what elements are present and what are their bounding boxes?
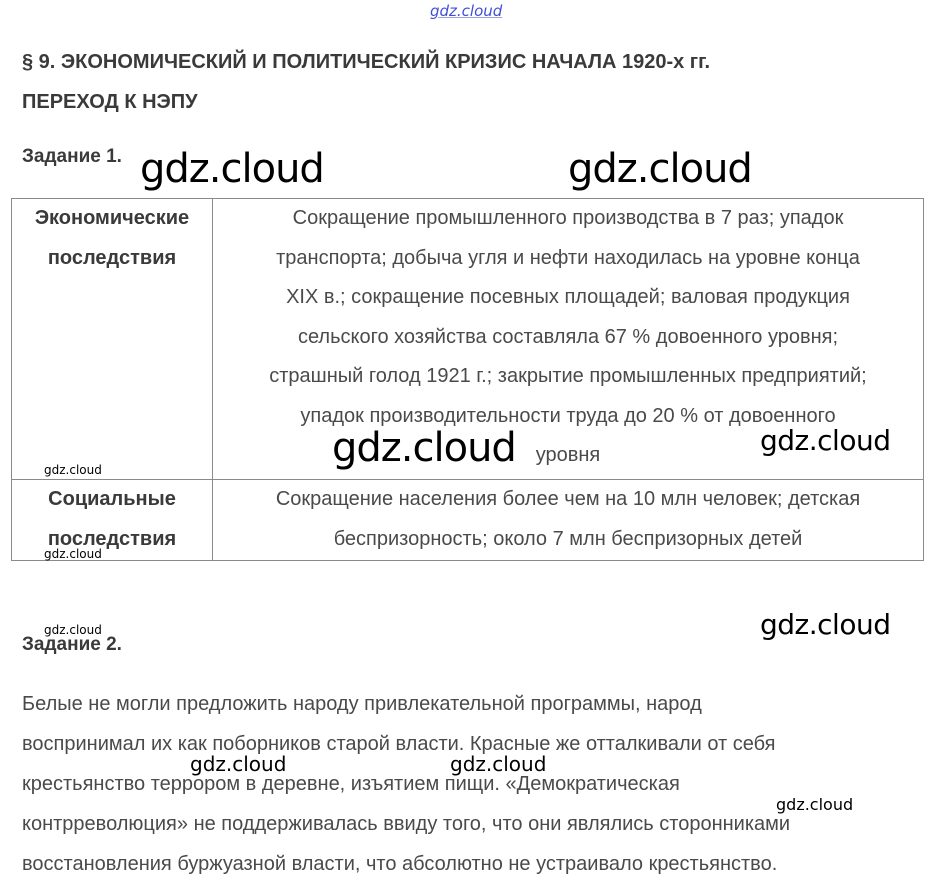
row-value-line: беспризорность; около 7 млн беспризорных детей [333, 527, 803, 550]
row-key-line: Социальные [48, 488, 176, 510]
watermark: gdz.cloud [140, 146, 324, 192]
answer-line: Белые не могли предложить народу привлекательной программы, народ [22, 693, 702, 715]
watermark: gdz.cloud [190, 752, 287, 776]
row-value-line: транспорта; добыча угля и нефти находилась на уровне конца [276, 246, 860, 269]
row-key-line: Экономические [34, 207, 190, 229]
watermark-top: gdz.cloud [430, 2, 503, 20]
task-1-title: Задание 1. [22, 146, 122, 167]
answer-line: восстановления буржуазной власти, что абсолютно не устраивало крестьянство. [22, 853, 778, 875]
watermark: gdz.cloud [568, 146, 752, 192]
watermark: gdz.cloud [44, 623, 102, 637]
row-value-line: Сокращение населения более чем на 10 млн человек; детская [275, 488, 861, 510]
row-value-line: XIX в.; сокращение посевных площадей; валовая продукция [286, 286, 850, 308]
answer-line: воспринимал их как поборников старой власти. Красные же отталкивали от себя [22, 733, 776, 755]
answer-line: крестьянство террором в деревне, изъятием пищи. «Демократическая [22, 773, 680, 795]
task-2-answer [22, 684, 922, 884]
task-2-title: Задание 2. [22, 634, 122, 655]
watermark: gdz.cloud [450, 752, 547, 776]
row-key-line: последствия [47, 527, 177, 550]
row-key-economic [12, 199, 213, 480]
table-row [12, 480, 924, 561]
row-key-social [12, 480, 213, 561]
page-title-line-1: § 9. ЭКОНОМИЧЕСКИЙ И ПОЛИТИЧЕСКИЙ КРИЗИС НАЧАЛА 1920-х гг. [22, 51, 711, 73]
watermark: gdz.cloud [44, 463, 102, 477]
row-value-line: Сокращение промышленного производства в 7 раз; упадок [292, 207, 844, 229]
row-value-line: сельского хозяйства составляла 67 % довоенного уровня; [297, 325, 839, 348]
watermark: gdz.cloud [776, 795, 854, 814]
row-value-line: упадок производительности труда до 20 % от довоенного [300, 404, 836, 427]
row-value-line: страшный голод 1921 г.; закрытие промышленных предприятий; [269, 365, 867, 387]
page-title [22, 42, 922, 122]
row-value-social [213, 480, 924, 561]
row-key-line: последствия [47, 246, 177, 269]
answer-line: контрреволюция» не поддерживалась ввиду того, что они являлись сторонниками [22, 813, 791, 835]
consequences-table [11, 198, 924, 561]
watermark: gdz.cloud [332, 425, 516, 471]
watermark: gdz.cloud [44, 547, 102, 561]
watermark: gdz.cloud [760, 608, 891, 641]
page-title-line-2: ПЕРЕХОД К НЭПУ [22, 91, 198, 113]
watermark: gdz.cloud [760, 424, 891, 457]
row-value-line: уровня [535, 444, 601, 466]
